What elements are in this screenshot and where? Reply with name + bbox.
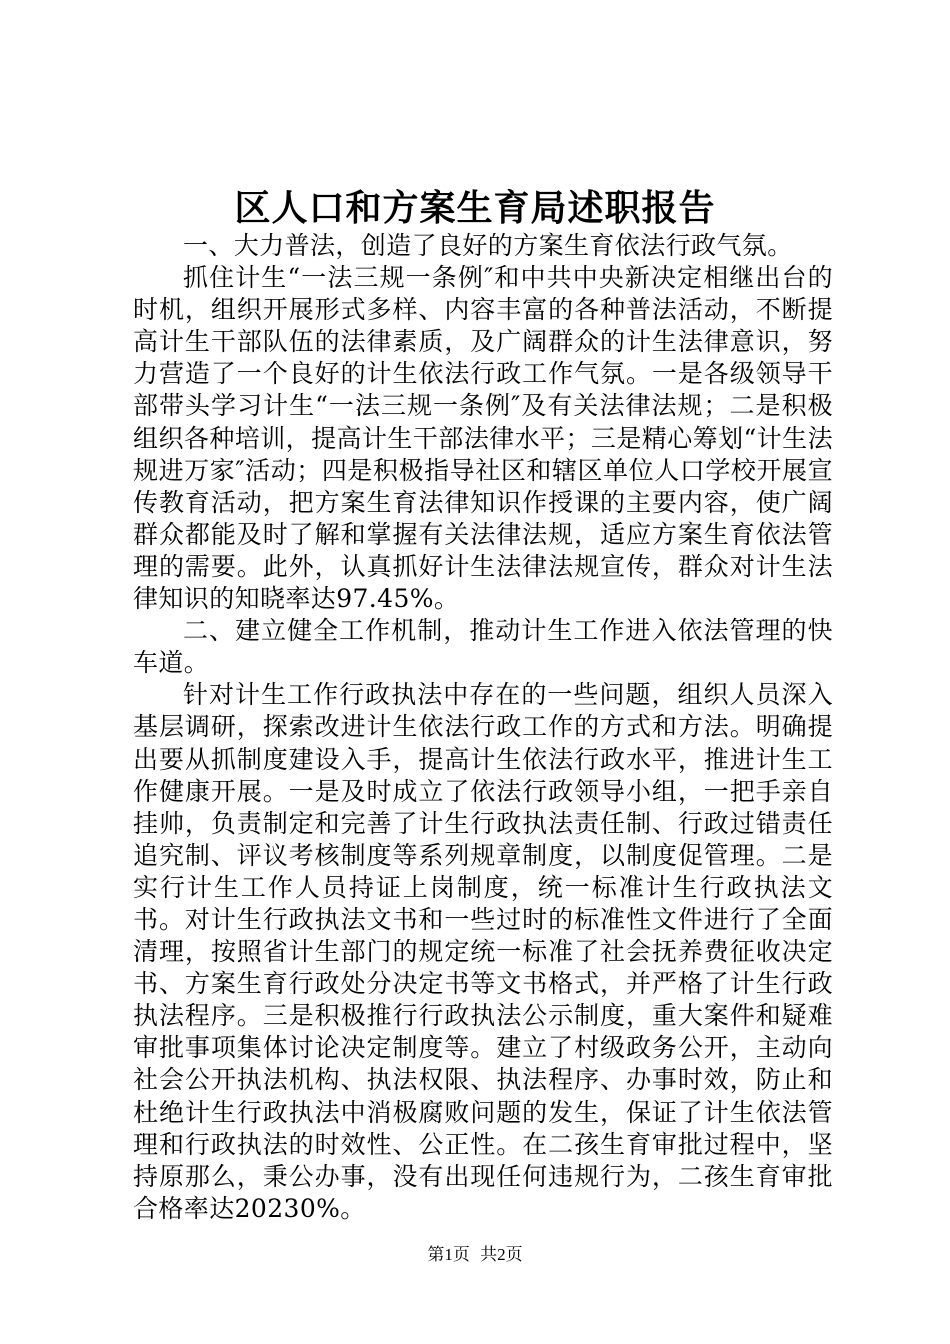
document-body	[133, 230, 833, 1225]
document-title: 区人口和方案生育局述职报告	[234, 187, 716, 229]
page-total: 共2页	[480, 1245, 523, 1264]
section-heading-1: 一、大力普法，创造了良好的方案生育依法行政气氛。	[183, 231, 793, 260]
page-number: 第1页	[427, 1245, 470, 1264]
section-heading-2: 二、建立健全工作机制，推动计生工作进入依法管理的快车道。	[133, 616, 833, 678]
page-footer	[0, 1244, 950, 1266]
body-paragraph-2: 针对计生工作行政执法中存在的一些问题，组织人员深入基层调研，探索改进计生依法行政工作的方式和方法。明确提出要从抓制度建设入手，提高计生依法行政水平，推进计生工作健康开展。一是及时成立了依法行政领导小组，一把手亲自挂帅，负责制定和完善了计生行政执法责任制、行政过错责任追究制、评议考核制度等系列规章制度，以制度促管理。二是实行计生工作人员持证上岗制度，统一标准计生行政执法文书。对计生行政执法文书和一些过时的标准性文件进行了全面清理，按照省计生部门的规定统一标准了社会抚养费征收决定书、方案生育行政处分决定书等文书格式，并严格了计生行政执法程序。三是积极推行行政执法公示制度，重大案件和疑难审批事项集体讨论决定制度等。建立了村级政务公开，主动向社会公开执法机构、执法权限、执法程序、办事时效，防止和杜绝计生行政执法中消极腐败问题的发生，保证了计生依法管理和行政执法的时效性、公正性。在二孩生育审批过程中，坚持原那么，秉公办事，没有出现任何违规行为，二孩生育审批合格率达20230%。	[133, 680, 833, 1223]
body-paragraph-1: 抓住计生“一法三规一条例″和中共中央新决定相继出台的时机，组织开展形式多样、内容丰富的各种普法活动，不断提高计生干部队伍的法律素质，及广阔群众的计生法律意识，努力营造了一个良好的计生依法行政工作气氛。一是各级领导干部带头学习计生“一法三规一条例″及有关法律法规；二是积极组织各种培训，提高计生干部法律水平；三是精心筹划“计生法规进万家″活动；四是积极指导社区和辖区单位人口学校开展宣传教育活动，把方案生育法律知识作授课的主要内容，使广阔群众都能及时了解和掌握有关法律法规，适应方案生育依法管理的需要。此外，认真抓好计生法律法规宣传，群众对计生法律知识的知晓率达97.45%。	[133, 263, 833, 614]
